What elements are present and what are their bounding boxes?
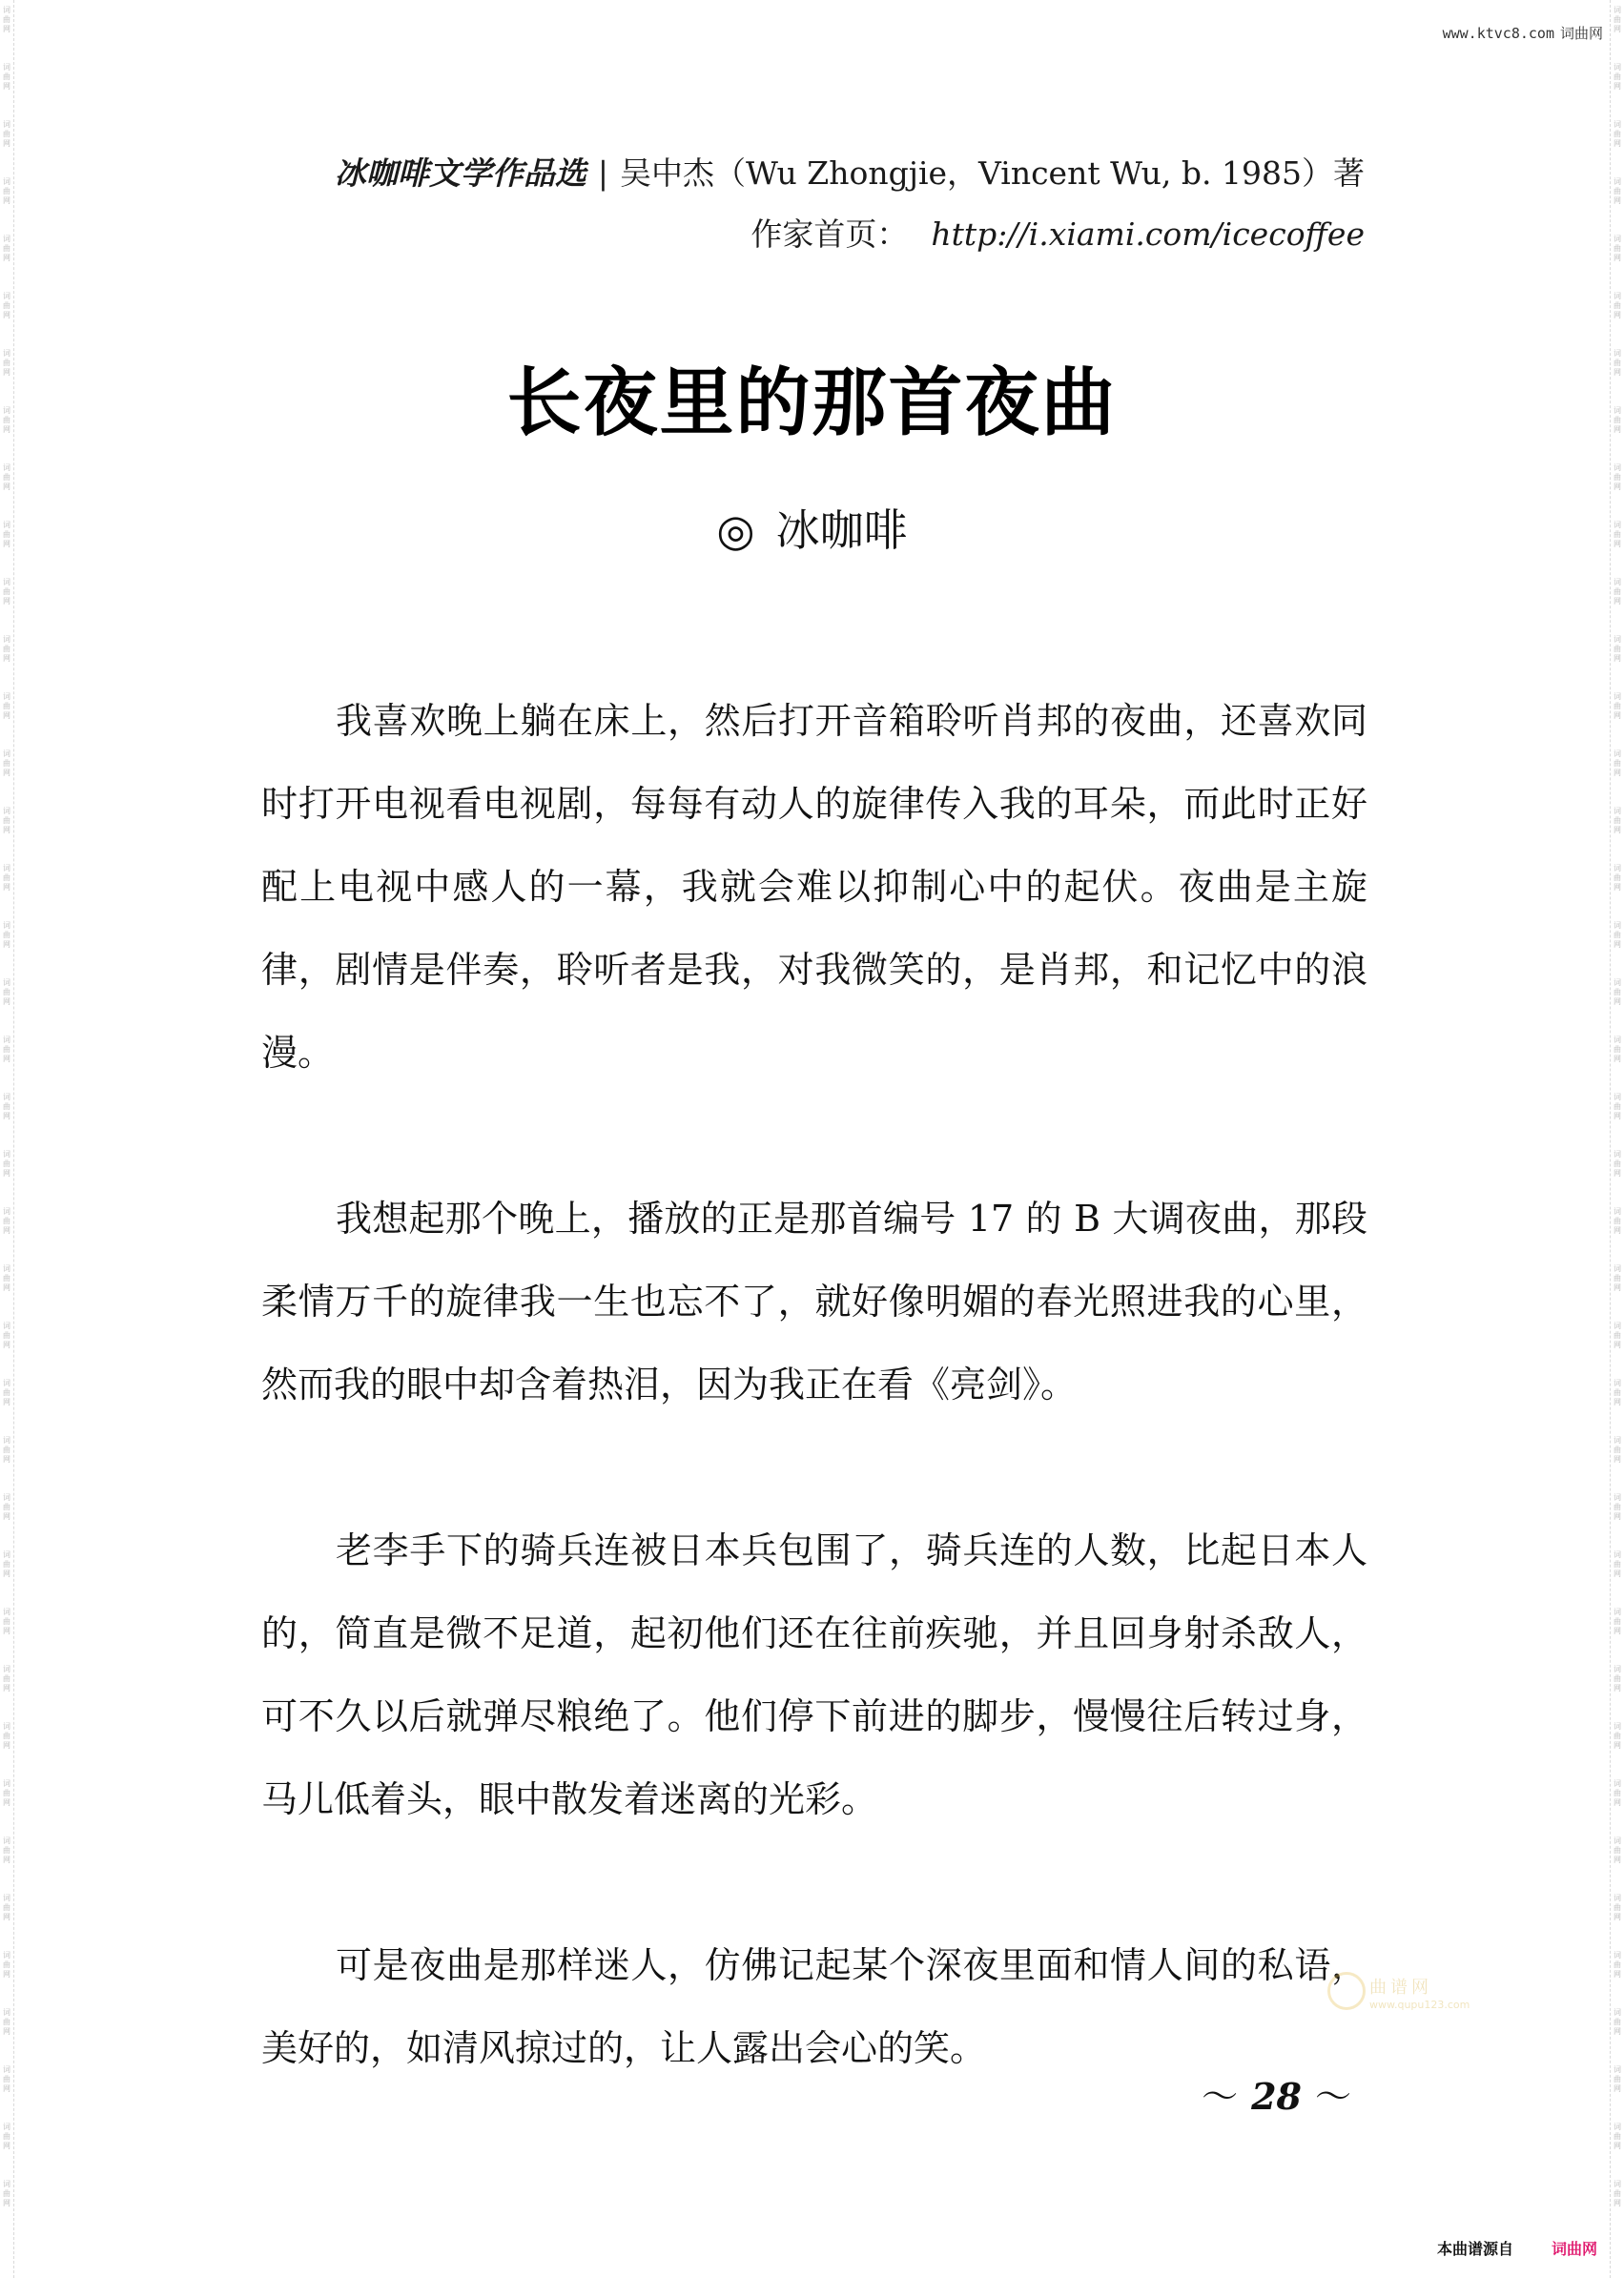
side-mark: 词曲网 <box>1614 807 1621 834</box>
tilde-right: ～ <box>1314 2076 1351 2118</box>
side-mark: 词曲网 <box>1614 2123 1621 2150</box>
side-mark: 词曲网 <box>3 921 10 949</box>
side-mark: 词曲网 <box>1614 578 1621 605</box>
side-mark: 词曲网 <box>1614 635 1621 663</box>
page-number <box>1188 2067 1365 2120</box>
paragraph: 我想起那个晚上，播放的正是那首编号 17 的 B 大调夜曲，那段柔情万千的旋律我一生也忘不了，就好像明媚的春光照进我的心里，然而我的眼中却含着热泪，因为我正在看《亮剑》。 <box>261 1198 1367 1406</box>
side-mark: 词曲网 <box>3 1150 10 1178</box>
right-margin-watermark-strip <box>1610 0 1624 2278</box>
side-mark: 词曲网 <box>3 406 10 434</box>
side-mark: 词曲网 <box>3 1207 10 1235</box>
side-mark: 词曲网 <box>3 1379 10 1406</box>
side-mark: 词曲网 <box>1614 1493 1621 1521</box>
side-mark: 词曲网 <box>1614 978 1621 1006</box>
side-mark: 词曲网 <box>1614 1093 1621 1120</box>
side-mark: 词曲网 <box>3 978 10 1006</box>
site-name: 词曲网 <box>1559 25 1603 42</box>
side-mark: 词曲网 <box>3 1608 10 1635</box>
watermark-subtext: www.qupu123.com <box>1369 1999 1470 2011</box>
byline-author: 冰咖啡 <box>775 504 908 556</box>
side-mark: 词曲网 <box>3 2123 10 2150</box>
watermark-logo <box>1327 1964 1518 2021</box>
side-mark: 词曲网 <box>1614 177 1621 205</box>
side-mark: 词曲网 <box>1614 1608 1621 1635</box>
side-mark: 词曲网 <box>3 2065 10 2093</box>
left-margin-watermark-strip <box>0 0 14 2278</box>
side-mark: 词曲网 <box>1614 349 1621 377</box>
watermark-circle-icon <box>1327 1972 1366 2010</box>
page-title: 长夜里的那首夜曲 <box>506 359 1118 446</box>
side-mark: 词曲网 <box>3 578 10 605</box>
side-mark: 词曲网 <box>3 2180 10 2207</box>
side-mark: 词曲网 <box>3 1493 10 1521</box>
side-mark: 词曲网 <box>1614 692 1621 720</box>
bullseye-icon: ◎ <box>716 504 755 556</box>
article-body <box>261 680 1367 2173</box>
side-mark: 词曲网 <box>3 6 10 33</box>
watermark-text: 曲谱网 <box>1369 1978 1432 1998</box>
side-mark: 词曲网 <box>3 235 10 262</box>
footer-credit <box>1437 2237 1597 2259</box>
side-mark: 词曲网 <box>3 1779 10 1807</box>
side-mark: 词曲网 <box>1614 1036 1621 1063</box>
side-mark: 词曲网 <box>3 1722 10 1750</box>
side-mark: 词曲网 <box>3 1322 10 1349</box>
author-credit: 吴中杰（Wu Zhongjie，Vincent Wu, b. 1985）著 <box>619 154 1365 192</box>
paragraph: 我喜欢晚上躺在床上，然后打开音箱聆听肖邦的夜曲，还喜欢同时打开电视看电视剧，每每有动人的旋律传入我的耳朵，而此时正好配上电视中感人的一幕，我就会难以抑制心中的起伏。夜曲是主旋律，剧情是伴奏，聆听者是我，对我微笑的，是肖邦，和记忆中的浪漫。 <box>261 700 1367 1074</box>
homepage-label: 作家首页： <box>750 215 909 253</box>
paragraph: 可是夜曲是那样迷人，仿佛记起某个深夜里面和情人间的私语，美好的，如清风掠过的，让人露出会心的笑。 <box>261 1944 1367 2069</box>
side-mark: 词曲网 <box>1614 749 1621 777</box>
side-mark: 词曲网 <box>1614 1779 1621 1807</box>
side-mark: 词曲网 <box>3 1036 10 1063</box>
side-mark: 词曲网 <box>1614 921 1621 949</box>
side-mark: 词曲网 <box>1614 1722 1621 1750</box>
side-mark: 词曲网 <box>1614 2180 1621 2207</box>
side-mark: 词曲网 <box>1614 1264 1621 1292</box>
side-mark: 词曲网 <box>1614 1379 1621 1406</box>
paragraph: 老李手下的骑兵连被日本兵包围了，骑兵连的人数，比起日本人的，简直是微不足道，起初他们还在往前疾驰，并且回身射杀敌人，可不久以后就弹尽粮绝了。他们停下前进的脚步，慢慢往后转过身，马儿低着头，眼中散发着迷离的光彩。 <box>261 1529 1367 1820</box>
side-mark: 词曲网 <box>1614 1207 1621 1235</box>
side-mark: 词曲网 <box>3 120 10 148</box>
series-credit-line <box>335 149 1365 194</box>
side-mark: 词曲网 <box>1614 864 1621 892</box>
side-mark: 词曲网 <box>3 1436 10 1464</box>
side-mark: 词曲网 <box>3 177 10 205</box>
side-mark: 词曲网 <box>3 864 10 892</box>
footer-source-label: 本曲谱源自 <box>1436 2240 1513 2258</box>
side-mark: 词曲网 <box>1614 1150 1621 1178</box>
side-mark: 词曲网 <box>3 1550 10 1578</box>
side-mark: 词曲网 <box>3 521 10 548</box>
series-name: 冰咖啡文学作品选 <box>334 154 586 192</box>
homepage-line <box>750 210 1365 255</box>
side-mark: 词曲网 <box>3 807 10 834</box>
site-header <box>1443 23 1603 43</box>
side-mark: 词曲网 <box>1614 1951 1621 1979</box>
side-mark: 词曲网 <box>1614 120 1621 148</box>
side-mark: 词曲网 <box>1614 463 1621 491</box>
side-mark: 词曲网 <box>3 63 10 91</box>
homepage-link[interactable]: http://i.xiami.com/icecoffee <box>931 215 1365 253</box>
side-mark: 词曲网 <box>1614 292 1621 319</box>
side-mark: 词曲网 <box>3 1894 10 1921</box>
side-mark: 词曲网 <box>3 1093 10 1120</box>
side-mark: 词曲网 <box>3 1951 10 1979</box>
site-url[interactable]: www.ktvc8.com <box>1442 25 1554 42</box>
side-mark: 词曲网 <box>1614 1436 1621 1464</box>
footer-site-name[interactable]: 词曲网 <box>1551 2240 1597 2258</box>
side-mark: 词曲网 <box>3 635 10 663</box>
page-number-value: 28 <box>1251 2075 1302 2118</box>
side-mark: 词曲网 <box>3 1264 10 1292</box>
side-mark: 词曲网 <box>3 692 10 720</box>
side-mark: 词曲网 <box>1614 2008 1621 2036</box>
side-mark: 词曲网 <box>1614 406 1621 434</box>
side-mark: 词曲网 <box>3 349 10 377</box>
side-mark: 词曲网 <box>3 1665 10 1693</box>
side-mark: 词曲网 <box>1614 2065 1621 2093</box>
header-separator: | <box>597 154 608 192</box>
side-mark: 词曲网 <box>3 1837 10 1864</box>
side-mark: 词曲网 <box>1614 1550 1621 1578</box>
side-mark: 词曲网 <box>1614 1322 1621 1349</box>
side-mark: 词曲网 <box>1614 1837 1621 1864</box>
side-mark: 词曲网 <box>1614 6 1621 33</box>
side-mark: 词曲网 <box>3 292 10 319</box>
side-mark: 词曲网 <box>1614 235 1621 262</box>
side-mark: 词曲网 <box>1614 1894 1621 1921</box>
side-mark: 词曲网 <box>1614 63 1621 91</box>
tilde-left: ～ <box>1202 2076 1239 2118</box>
side-mark: 词曲网 <box>3 2008 10 2036</box>
byline <box>0 496 1624 559</box>
side-mark: 词曲网 <box>3 463 10 491</box>
side-mark: 词曲网 <box>3 749 10 777</box>
side-mark: 词曲网 <box>1614 521 1621 548</box>
side-mark: 词曲网 <box>1614 1665 1621 1693</box>
